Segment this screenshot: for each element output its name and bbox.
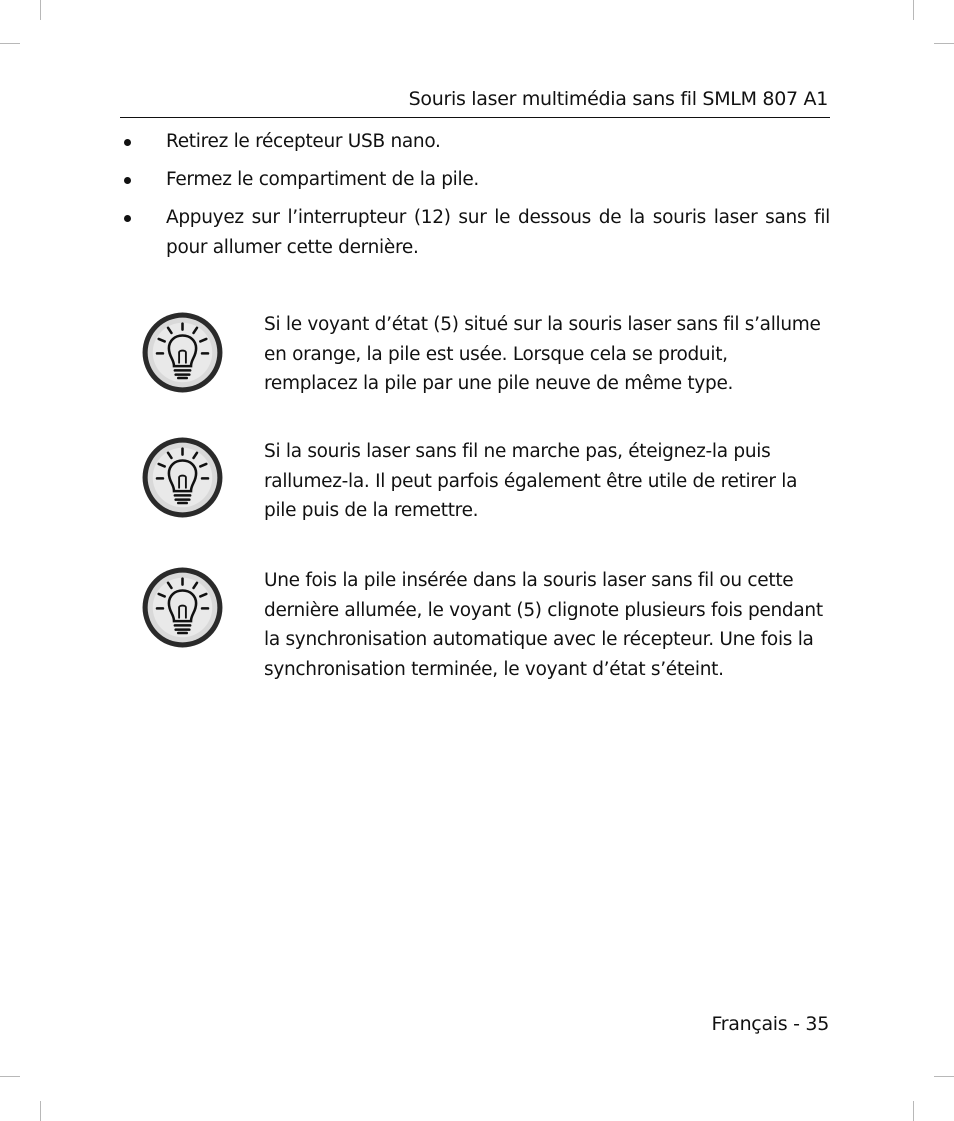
- list-item-text: Appuyez sur l’interrupteur (12) sur le dessous de la souris laser sans fil pour allumer cette dernière.: [166, 207, 830, 258]
- list-item: [120, 203, 830, 263]
- crop-mark-top-left: [40, 0, 41, 20]
- running-header: [120, 86, 830, 118]
- list-item-text: Fermez le compartiment de la pile.: [166, 169, 479, 190]
- tip-line: rallumez-la. Il peut parfois également être utile de retirer la: [264, 470, 798, 492]
- tip-line: remplacez la pile par une pile neuve de même type.: [264, 373, 734, 395]
- tip-text: [264, 437, 824, 526]
- header-title: Souris laser multimédia sans fil SMLM 807 A1: [408, 88, 828, 110]
- tip-line: Une fois la pile insérée dans la souris laser sans fil ou cette: [264, 570, 794, 591]
- tip-line: Si la souris laser sans fil ne marche pas, éteignez-la puis: [264, 441, 771, 462]
- tip-text: [264, 310, 824, 399]
- list-item-text: Retirez le récepteur USB nano.: [166, 131, 441, 152]
- crop-mark-bottom-right: [913, 1101, 914, 1121]
- lightbulb-icon: [140, 565, 225, 650]
- tip-line: synchronisation terminée, le voyant d’état s’éteint.: [264, 658, 724, 680]
- crop-mark-top-right-h: [934, 43, 954, 44]
- bullet-icon: [124, 215, 131, 222]
- tip-line: pile puis de la remettre.: [264, 500, 479, 522]
- lightbulb-icon: [140, 310, 225, 395]
- tip-line: dernière allumée, le voyant (5) clignote plusieurs fois pendant: [264, 599, 823, 621]
- list-item: [120, 127, 830, 157]
- page-number: Français - 35: [711, 1013, 829, 1035]
- crop-mark-bottom-right-h: [934, 1076, 954, 1077]
- tip-line: la synchronisation automatique avec le récepteur. Une fois la: [264, 629, 814, 651]
- list-item: [120, 165, 830, 195]
- crop-mark-top-left-h: [0, 43, 20, 44]
- tip-line: Si le voyant d’état (5) situé sur la souris laser sans fil s’allume: [264, 314, 821, 335]
- tip-line: en orange, la pile est usée. Lorsque cela se produit,: [264, 343, 728, 365]
- crop-mark-bottom-left-h: [0, 1076, 20, 1077]
- instruction-list: [120, 127, 830, 271]
- lightbulb-icon: [140, 435, 225, 520]
- bullet-icon: [124, 139, 131, 146]
- tip-text: [264, 566, 824, 684]
- bullet-icon: [124, 177, 131, 184]
- crop-mark-top-right: [913, 0, 914, 20]
- crop-mark-bottom-left: [40, 1101, 41, 1121]
